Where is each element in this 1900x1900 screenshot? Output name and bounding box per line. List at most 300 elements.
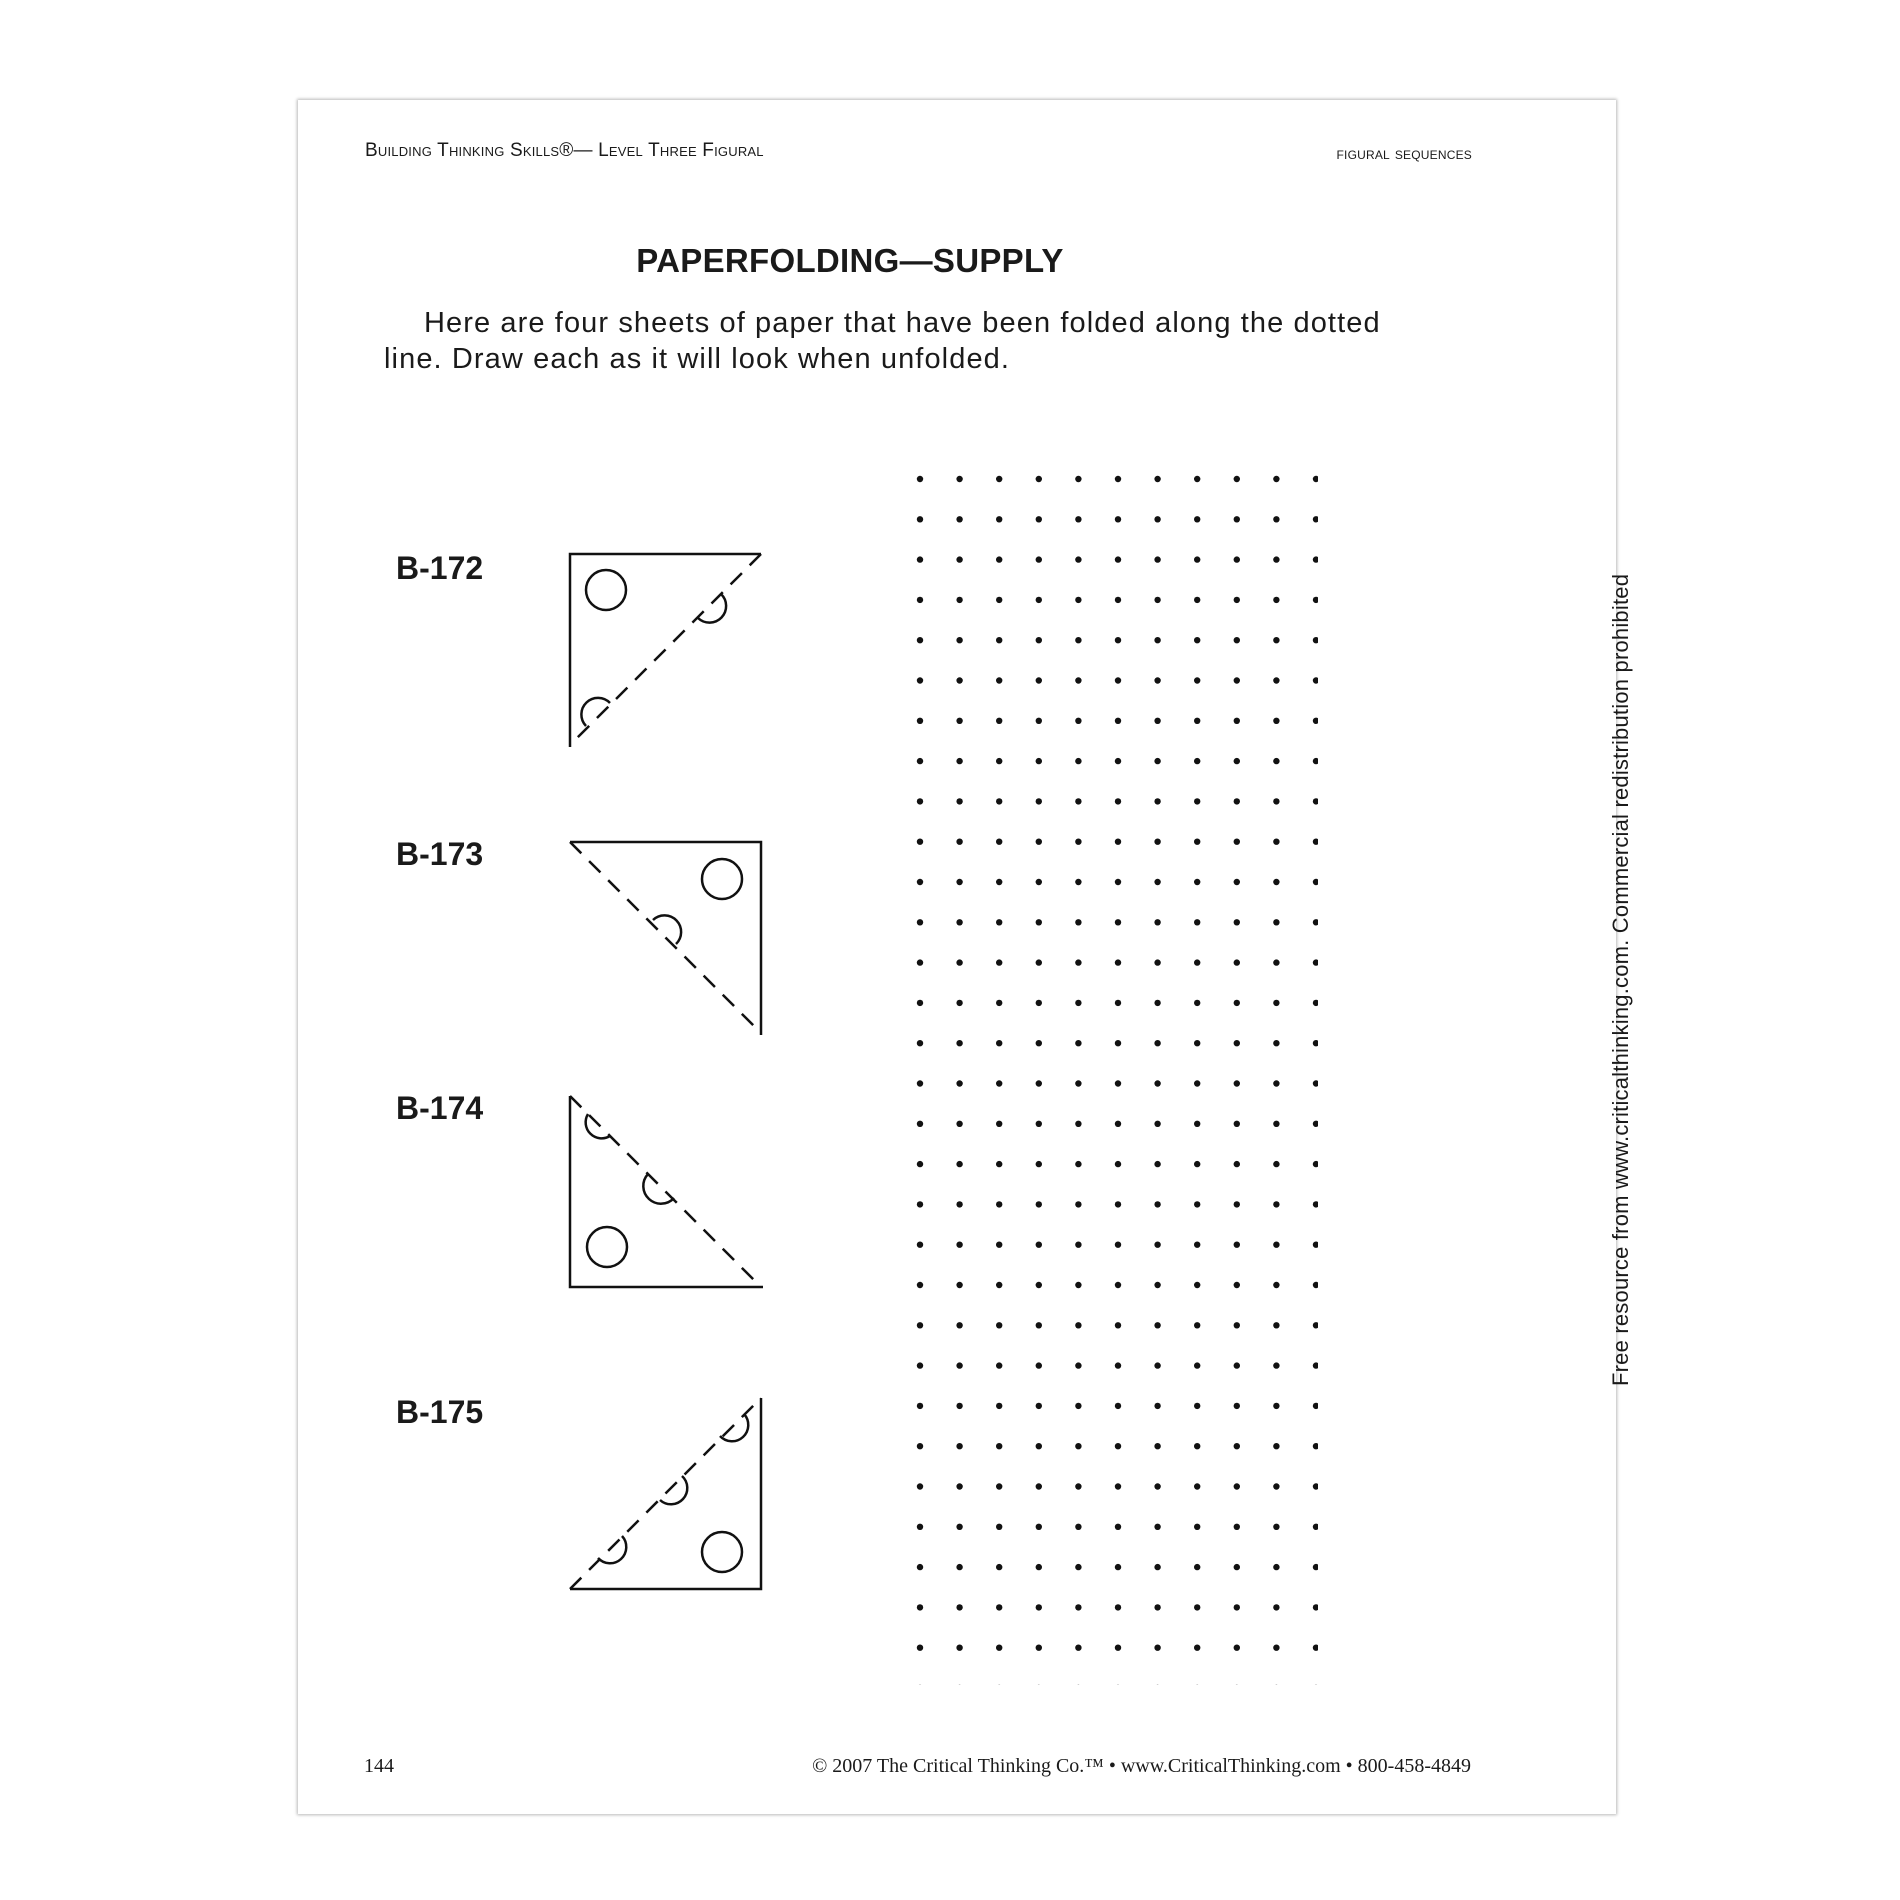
grid-dot <box>1194 1080 1200 1086</box>
grid-dot <box>1234 1242 1240 1248</box>
grid-dot <box>996 1080 1002 1086</box>
grid-dot <box>956 1362 962 1368</box>
grid-dot <box>1115 718 1121 724</box>
grid-dot <box>1115 959 1121 965</box>
grid-dot <box>1154 1443 1160 1449</box>
grid-dot <box>996 1242 1002 1248</box>
grid-dot <box>1075 1322 1081 1328</box>
grid-dot <box>1273 1443 1279 1449</box>
grid-dot <box>1075 516 1081 522</box>
grid-dot <box>1194 516 1200 522</box>
grid-dot <box>1154 556 1160 562</box>
grid-dot <box>1075 1201 1081 1207</box>
grid-dot <box>1234 1443 1240 1449</box>
grid-dot <box>917 879 923 885</box>
grid-dot <box>1313 556 1318 562</box>
grid-dot <box>1036 959 1042 965</box>
grid-dot <box>996 798 1002 804</box>
grid-dot <box>956 1161 962 1167</box>
grid-dot <box>1036 1483 1042 1489</box>
grid-dot <box>1075 1242 1081 1248</box>
grid-dot <box>1115 1201 1121 1207</box>
grid-dot <box>1036 1282 1042 1288</box>
grid-dot <box>1234 1040 1240 1046</box>
grid-dot <box>1313 677 1318 683</box>
grid-dot <box>1115 919 1121 925</box>
grid-dot <box>1036 1121 1042 1127</box>
grid-dot <box>1075 1000 1081 1006</box>
grid-dot <box>1115 1362 1121 1368</box>
grid-dot <box>917 1161 923 1167</box>
page-number: 144 <box>364 1755 394 1777</box>
grid-dot <box>917 1362 923 1368</box>
grid-dot <box>996 1443 1002 1449</box>
grid-dot <box>1154 919 1160 925</box>
grid-dot <box>917 1201 923 1207</box>
grid-dot <box>1075 637 1081 643</box>
grid-dot <box>1273 1282 1279 1288</box>
grid-dot <box>1115 1524 1121 1530</box>
grid-dot <box>956 516 962 522</box>
grid-dot <box>996 879 1002 885</box>
grid-dot <box>956 677 962 683</box>
grid-dot <box>1036 1040 1042 1046</box>
grid-dot <box>1273 839 1279 845</box>
grid-dot <box>1313 1121 1318 1127</box>
grid-dot <box>1273 516 1279 522</box>
grid-dot <box>1154 879 1160 885</box>
grid-dot <box>917 1483 923 1489</box>
grid-dot <box>1154 1201 1160 1207</box>
grid-dot <box>1115 1000 1121 1006</box>
grid-dot <box>1075 1564 1081 1570</box>
grid-dot <box>1075 1040 1081 1046</box>
grid-dot <box>1036 1362 1042 1368</box>
grid-dot <box>1194 1242 1200 1248</box>
grid-dot <box>917 1080 923 1086</box>
grid-dot <box>917 919 923 925</box>
grid-dot <box>1194 597 1200 603</box>
grid-dot <box>1313 637 1318 643</box>
grid-dot <box>1194 1161 1200 1167</box>
grid-dot <box>1234 1403 1240 1409</box>
grid-dot <box>1273 1121 1279 1127</box>
grid-dot <box>1234 718 1240 724</box>
grid-dot <box>1154 1040 1160 1046</box>
grid-dot <box>996 516 1002 522</box>
grid-dot <box>1075 919 1081 925</box>
grid-dot <box>1154 1000 1160 1006</box>
grid-dot <box>1313 1080 1318 1086</box>
grid-dot <box>956 637 962 643</box>
grid-dot <box>1273 1201 1279 1207</box>
grid-dot <box>1036 1645 1042 1651</box>
grid-dot <box>1273 597 1279 603</box>
grid-dot <box>1075 1282 1081 1288</box>
grid-dot <box>1234 1121 1240 1127</box>
grid-dot <box>1075 677 1081 683</box>
grid-dot <box>1273 1645 1279 1651</box>
grid-dot <box>1313 1040 1318 1046</box>
grid-dot <box>956 1282 962 1288</box>
instructions: Here are four sheets of paper that have been folded along the dotted line. Draw each as it will look when unfolded. <box>384 307 1381 375</box>
grid-dot <box>1036 1080 1042 1086</box>
grid-dot <box>956 1524 962 1530</box>
grid-dot <box>1194 1604 1200 1610</box>
grid-dot <box>1036 839 1042 845</box>
grid-dot <box>1313 1201 1318 1207</box>
grid-dot <box>917 1000 923 1006</box>
grid-dot <box>1273 879 1279 885</box>
grid-dot <box>1154 718 1160 724</box>
grid-dot <box>1234 1362 1240 1368</box>
grid-dot <box>1273 758 1279 764</box>
grid-dot <box>1234 637 1240 643</box>
grid-dot <box>1075 597 1081 603</box>
grid-dot <box>1313 1403 1318 1409</box>
grid-dot <box>1036 1443 1042 1449</box>
grid-dot <box>1154 1362 1160 1368</box>
grid-dot <box>956 597 962 603</box>
grid-dot <box>1234 1322 1240 1328</box>
grid-dot <box>1313 718 1318 724</box>
page-title: PAPERFOLDING—SUPPLY <box>636 242 1064 279</box>
grid-dot <box>1194 1121 1200 1127</box>
grid-dot <box>1036 1604 1042 1610</box>
grid-dot <box>1075 1645 1081 1651</box>
grid-dot <box>1115 1483 1121 1489</box>
grid-dot <box>1273 1080 1279 1086</box>
grid-dot <box>1313 1362 1318 1368</box>
grid-dot <box>1273 677 1279 683</box>
grid-dot <box>1273 1000 1279 1006</box>
grid-dot <box>1115 1040 1121 1046</box>
grid-dot <box>996 959 1002 965</box>
grid-dot <box>956 1645 962 1651</box>
grid-dot <box>1234 1524 1240 1530</box>
grid-dot <box>996 677 1002 683</box>
grid-dot <box>1115 758 1121 764</box>
grid-dot <box>956 839 962 845</box>
grid-dot <box>917 1443 923 1449</box>
worksheet-page <box>298 100 1633 1814</box>
grid-dot <box>1313 919 1318 925</box>
grid-dot <box>956 959 962 965</box>
header-section: figural sequences <box>1336 144 1472 163</box>
grid-dot <box>1273 556 1279 562</box>
grid-dot <box>996 637 1002 643</box>
grid-dot <box>1194 1322 1200 1328</box>
dot-grid[interactable] <box>898 465 1318 1685</box>
grid-dot <box>1234 879 1240 885</box>
grid-dot <box>1036 637 1042 643</box>
grid-dot <box>956 556 962 562</box>
grid-dot <box>1194 1483 1200 1489</box>
grid-dot <box>1036 1322 1042 1328</box>
grid-dot <box>1115 516 1121 522</box>
grid-dot <box>1115 597 1121 603</box>
grid-dot <box>996 1362 1002 1368</box>
grid-dot <box>1273 1524 1279 1530</box>
grid-dot <box>956 1242 962 1248</box>
grid-dot <box>1115 839 1121 845</box>
header-book-title: Building Thinking Skills®— Level Three Figural <box>365 140 764 161</box>
grid-dot <box>1273 1483 1279 1489</box>
grid-dot <box>1194 637 1200 643</box>
grid-dot <box>1234 839 1240 845</box>
grid-dot <box>1154 637 1160 643</box>
grid-dot <box>1075 1604 1081 1610</box>
copyright-line: © 2007 The Critical Thinking Co.™ • www.CriticalThinking.com • 800-458-4849 <box>812 1755 1471 1777</box>
grid-dot <box>917 1282 923 1288</box>
grid-dot <box>1234 677 1240 683</box>
grid-dot <box>1194 1443 1200 1449</box>
grid-dot <box>956 798 962 804</box>
grid-dot <box>956 1443 962 1449</box>
grid-dot <box>1234 476 1240 482</box>
grid-dot <box>1115 677 1121 683</box>
grid-dot <box>1313 798 1318 804</box>
grid-dot <box>1313 839 1318 845</box>
grid-dot <box>1194 1040 1200 1046</box>
grid-dot <box>1194 1645 1200 1651</box>
grid-dot <box>1115 476 1121 482</box>
grid-dot <box>956 1604 962 1610</box>
grid-dot <box>1313 1524 1318 1530</box>
grid-dot <box>1075 1443 1081 1449</box>
grid-dot <box>1154 1403 1160 1409</box>
grid-dot <box>1036 677 1042 683</box>
grid-dot <box>996 919 1002 925</box>
grid-dot <box>1234 758 1240 764</box>
grid-dot <box>1115 879 1121 885</box>
grid-dot <box>917 476 923 482</box>
grid-dot <box>1154 1322 1160 1328</box>
grid-dot <box>956 1040 962 1046</box>
grid-dot <box>917 1564 923 1570</box>
grid-dot <box>1234 798 1240 804</box>
grid-dot <box>917 959 923 965</box>
grid-dot <box>1115 1121 1121 1127</box>
grid-dot <box>1313 1322 1318 1328</box>
grid-dot <box>1273 1161 1279 1167</box>
grid-dot <box>1075 1080 1081 1086</box>
grid-dot <box>1313 1282 1318 1288</box>
grid-dot <box>1194 1201 1200 1207</box>
grid-dot <box>1234 1604 1240 1610</box>
grid-dot <box>1115 1080 1121 1086</box>
grid-dot <box>1234 1000 1240 1006</box>
grid-dot <box>1234 959 1240 965</box>
grid-dot <box>1273 1040 1279 1046</box>
grid-dot <box>1075 556 1081 562</box>
grid-dot <box>1036 476 1042 482</box>
grid-dot <box>1075 1362 1081 1368</box>
grid-dot <box>1313 1604 1318 1610</box>
grid-dot <box>1036 597 1042 603</box>
grid-dot <box>1154 476 1160 482</box>
grid-dot <box>1234 1161 1240 1167</box>
grid-dot <box>1194 1362 1200 1368</box>
grid-dot <box>1036 1201 1042 1207</box>
grid-dot <box>1234 597 1240 603</box>
grid-dot <box>1234 516 1240 522</box>
grid-dot <box>996 1322 1002 1328</box>
grid-dot <box>1154 1282 1160 1288</box>
grid-dot <box>1075 1161 1081 1167</box>
grid-dot <box>917 1604 923 1610</box>
grid-dot <box>1313 1564 1318 1570</box>
grid-dot <box>1273 637 1279 643</box>
grid-dot <box>1115 1403 1121 1409</box>
grid-dot <box>1036 758 1042 764</box>
folded-paper-b175 <box>568 1396 768 1596</box>
grid-dot <box>996 1483 1002 1489</box>
grid-dot <box>1234 556 1240 562</box>
grid-dot <box>1154 597 1160 603</box>
grid-dot <box>1154 758 1160 764</box>
grid-dot <box>996 1121 1002 1127</box>
grid-dot <box>1194 959 1200 965</box>
grid-dot <box>996 839 1002 845</box>
grid-dot <box>996 1524 1002 1530</box>
grid-dot <box>996 1645 1002 1651</box>
grid-dot <box>1075 798 1081 804</box>
grid-dot <box>1313 758 1318 764</box>
grid-dot <box>1194 718 1200 724</box>
grid-dot <box>1115 556 1121 562</box>
grid-dot <box>1115 798 1121 804</box>
grid-dot <box>996 718 1002 724</box>
grid-dot <box>1234 1645 1240 1651</box>
grid-dot <box>1036 718 1042 724</box>
grid-dot <box>956 758 962 764</box>
grid-dot <box>1154 1161 1160 1167</box>
grid-dot <box>917 839 923 845</box>
grid-dot <box>1036 1161 1042 1167</box>
grid-dot <box>1115 1242 1121 1248</box>
grid-dot <box>996 1282 1002 1288</box>
grid-dot <box>1234 1483 1240 1489</box>
grid-dot <box>1036 1403 1042 1409</box>
grid-dot <box>1154 677 1160 683</box>
grid-dot <box>1036 1524 1042 1530</box>
grid-dot <box>956 1322 962 1328</box>
grid-dot <box>1273 1564 1279 1570</box>
grid-dot <box>1194 798 1200 804</box>
grid-dot <box>917 637 923 643</box>
grid-dot <box>1194 1524 1200 1530</box>
grid-dot <box>1036 798 1042 804</box>
grid-dot <box>1154 1524 1160 1530</box>
grid-dot <box>1273 1403 1279 1409</box>
grid-dot <box>917 1403 923 1409</box>
grid-dot <box>1313 597 1318 603</box>
grid-dot <box>1234 1080 1240 1086</box>
grid-dot <box>996 476 1002 482</box>
grid-dot <box>1194 1564 1200 1570</box>
grid-dot <box>1036 879 1042 885</box>
grid-dot <box>1273 1242 1279 1248</box>
grid-dot <box>1194 758 1200 764</box>
grid-dot <box>1194 556 1200 562</box>
grid-dot <box>1154 1564 1160 1570</box>
grid-dot <box>996 1564 1002 1570</box>
grid-dot <box>1194 879 1200 885</box>
grid-dot <box>996 1201 1002 1207</box>
grid-dot <box>996 1161 1002 1167</box>
grid-dot <box>1154 1604 1160 1610</box>
grid-dot <box>956 476 962 482</box>
grid-dot <box>917 516 923 522</box>
grid-dot <box>1154 1483 1160 1489</box>
grid-dot <box>1075 758 1081 764</box>
grid-dot <box>1154 839 1160 845</box>
grid-dot <box>917 798 923 804</box>
grid-dot <box>1234 1564 1240 1570</box>
grid-dot <box>1273 718 1279 724</box>
grid-dot <box>996 1040 1002 1046</box>
grid-dot <box>1115 1604 1121 1610</box>
grid-dot <box>1075 718 1081 724</box>
grid-dot <box>1115 1564 1121 1570</box>
folded-paper-b173 <box>568 840 768 1040</box>
grid-dot <box>956 919 962 925</box>
problem-label-b174: B-174 <box>396 1090 484 1126</box>
grid-dot <box>956 879 962 885</box>
grid-dot <box>917 1121 923 1127</box>
grid-dot <box>1194 919 1200 925</box>
grid-dot <box>1154 798 1160 804</box>
grid-dot <box>1194 839 1200 845</box>
grid-dot <box>956 1121 962 1127</box>
grid-dot <box>917 1040 923 1046</box>
grid-dot <box>956 1483 962 1489</box>
grid-dot <box>1036 1242 1042 1248</box>
grid-dot <box>956 1000 962 1006</box>
grid-dot <box>1154 1121 1160 1127</box>
grid-dot <box>1194 1403 1200 1409</box>
grid-dot <box>917 758 923 764</box>
grid-dot <box>1075 1524 1081 1530</box>
grid-dot <box>1234 919 1240 925</box>
grid-dot <box>1313 879 1318 885</box>
grid-dot <box>1075 1403 1081 1409</box>
grid-dot <box>917 597 923 603</box>
grid-dot <box>1115 637 1121 643</box>
grid-dot <box>1075 959 1081 965</box>
grid-dot <box>1036 1000 1042 1006</box>
grid-dot <box>1313 476 1318 482</box>
sidebar-notice: Free resource from www.criticalthinking.com. Commercial redistribution prohibited <box>1608 573 1633 1386</box>
grid-dot <box>996 556 1002 562</box>
grid-dot <box>1075 1483 1081 1489</box>
grid-dot <box>1313 959 1318 965</box>
grid-dot <box>1313 516 1318 522</box>
grid-dot <box>917 718 923 724</box>
folded-paper-b174 <box>568 1094 768 1294</box>
problem-label-b173: B-173 <box>396 836 484 872</box>
grid-dot <box>1273 959 1279 965</box>
grid-dot <box>1036 516 1042 522</box>
grid-dot <box>956 718 962 724</box>
grid-dot <box>1313 1483 1318 1489</box>
problem-label-b175: B-175 <box>396 1394 484 1430</box>
grid-dot <box>1273 1362 1279 1368</box>
grid-dot <box>1234 1201 1240 1207</box>
grid-dot <box>1115 1161 1121 1167</box>
grid-dot <box>1194 677 1200 683</box>
